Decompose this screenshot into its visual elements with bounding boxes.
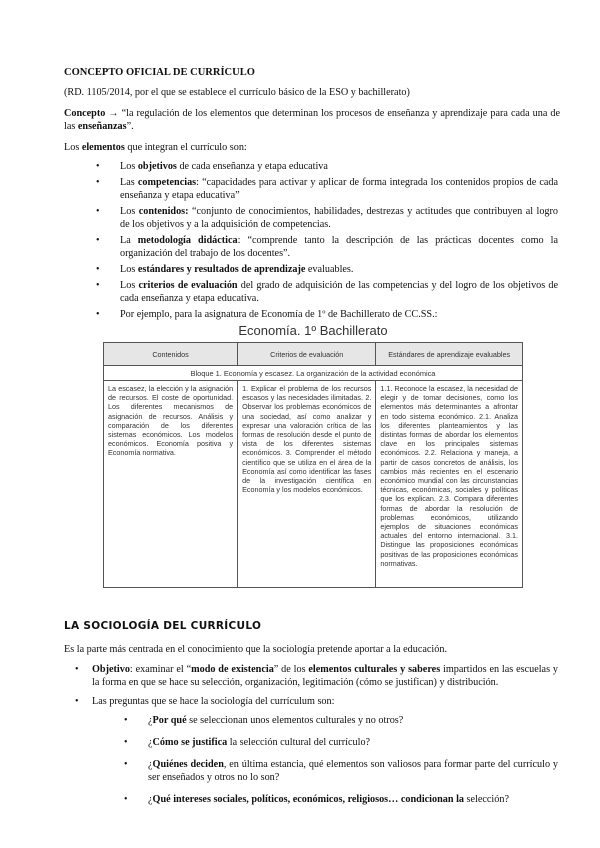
list-item: • Las competencias: “capacidades para activar y aplicar de forma integrada los contenidos propios de cada enseñanza y etapa educativa” [64,176,558,202]
list-item: • Por ejemplo, para la asignatura de Economía de 1º de Bachillerato de CC.SS.: [64,308,558,321]
list-item-questions: • Las preguntas que se hace la sociología del currículum son: [64,695,558,708]
elements-intro-c: que integran el currículo son: [124,142,247,153]
section-title-sociologia: LA SOCIOLOGÍA DEL CURRÍCULO [64,620,262,632]
table-block-title: Bloque 1. Economía y escasez. La organización de la actividad económica [104,366,523,381]
questions-list [64,714,558,815]
table-header-cell: Criterios de evaluación [238,343,376,366]
sociology-list [64,663,558,714]
list-item: • ¿Quiénes deciden, en última estancia, qué elementos son valiosos para formar parte del currículo y ser enseñados y otros no lo son? [64,758,558,784]
table-header-cell: Contenidos [104,343,238,366]
concept-paragraph [64,107,560,133]
elements-intro-a: Los [64,142,82,153]
concept-text-bold: enseñanzas [77,121,127,132]
table-header-cell: Estándares de aprendizaje evaluables [376,343,523,366]
list-item: • Los criterios de evaluación del grado de adquisición de las competencias y del logro de los objetivos de cada enseñanza y etapa educativa. [64,279,558,305]
section-title-curriculo: CONCEPTO OFICIAL DE CURRÍCULO [64,67,255,78]
table-cell-standards: 1.1. Reconoce la escasez, la necesidad de elegir y de tomar decisiones, como los elementos más determinantes a afrontar en todo sistema económico. 2.1. Analiza los diferentes planteamientos y las distintas formas de abordar los elementos clave en los principales sistemas económicos. 2.2. Relaciona y maneja, a partir de casos concretos de análisis, los cambios más recientes en el escenario económico mundial con las circunstancias técnicas, económicas, sociales y políticas que los explican. 2.3. Compara diferentes formas de abordar la resolución de problemas económicos, utilizando ejemplos de situaciones económicas actuales del entorno internacional. 3.1. Distingue las proposiciones económicas positivas de las proposiciones económicas normativas. [376,381,523,588]
elements-intro [64,141,247,154]
concept-text: “la regulación de los elementos que determinan los procesos de enseñanza y aprendizaje para cada una de las [64,108,561,132]
table-cell-criteria: 1. Explicar el problema de los recursos escasos y las necesidades ilimitadas. 2. Observar los problemas económicos de una sociedad, así como analizar y expresar una valoración crítica de las formas de resolución desde el punto de vista de los diferentes sistemas económicos. 3. Comprender el método científico que se utiliza en el área de la Economía así como identificar las fases de la investigación científica en Economía y los modelos económicos. [238,381,376,588]
list-item: • Los contenidos: “conjunto de conocimientos, habilidades, destrezas y actitudes que contribuyen al logro de los objetivos y a la adquisición de competencias. [64,205,558,231]
list-item: • ¿Por qué se seleccionan unos elementos culturales y no otros? [64,714,558,727]
list-item-objective: • Objetivo: examinar el “modo de existencia” de los elementos culturales y saberes impartidos en las escuelas y la forma en que se hace su selección, organización, legitimación (cómo se justifican) y distribución. [64,663,558,689]
list-item: • ¿Cómo se justifica la selección cultural del currículo? [64,736,558,749]
table-caption: Economía. 1º Bachillerato [238,323,388,338]
curriculum-table-image [103,320,523,588]
concept-label: Concepto [64,108,106,119]
list-item: • Los objetivos de cada enseñanza y etapa educativa [64,160,558,173]
table-cell-contents: La escasez, la elección y la asignación de recursos. El coste de oportunidad. Los diferentes mecanismos de asignación de recursos. Análisis y comparación de los diferentes sistemas económicos. Los modelos económicos. Economía positiva y Economía normativa. [104,381,238,588]
elements-list [64,160,558,324]
list-item: • Los estándares y resultados de aprendizaje evaluables. [64,263,558,276]
concept-text-end: ”. [126,121,134,132]
elements-intro-bold: elementos [81,142,125,153]
arrow-icon: → [105,108,122,119]
legal-reference: (RD. 1105/2014, por el que se establece el currículo básico de la ESO y bachillerato) [64,87,410,98]
list-item: • La metodología didáctica: “comprende tanto la descripción de las prácticas docentes como la organización del trabajo de los docentes”. [64,234,558,260]
list-item: • ¿Qué intereses sociales, políticos, económicos, religiosos… condicionan la selección? [64,793,558,806]
curriculum-table [103,342,523,588]
sociology-intro: Es la parte más centrada en el conocimiento que la sociología pretende aportar a la educación. [64,644,447,655]
